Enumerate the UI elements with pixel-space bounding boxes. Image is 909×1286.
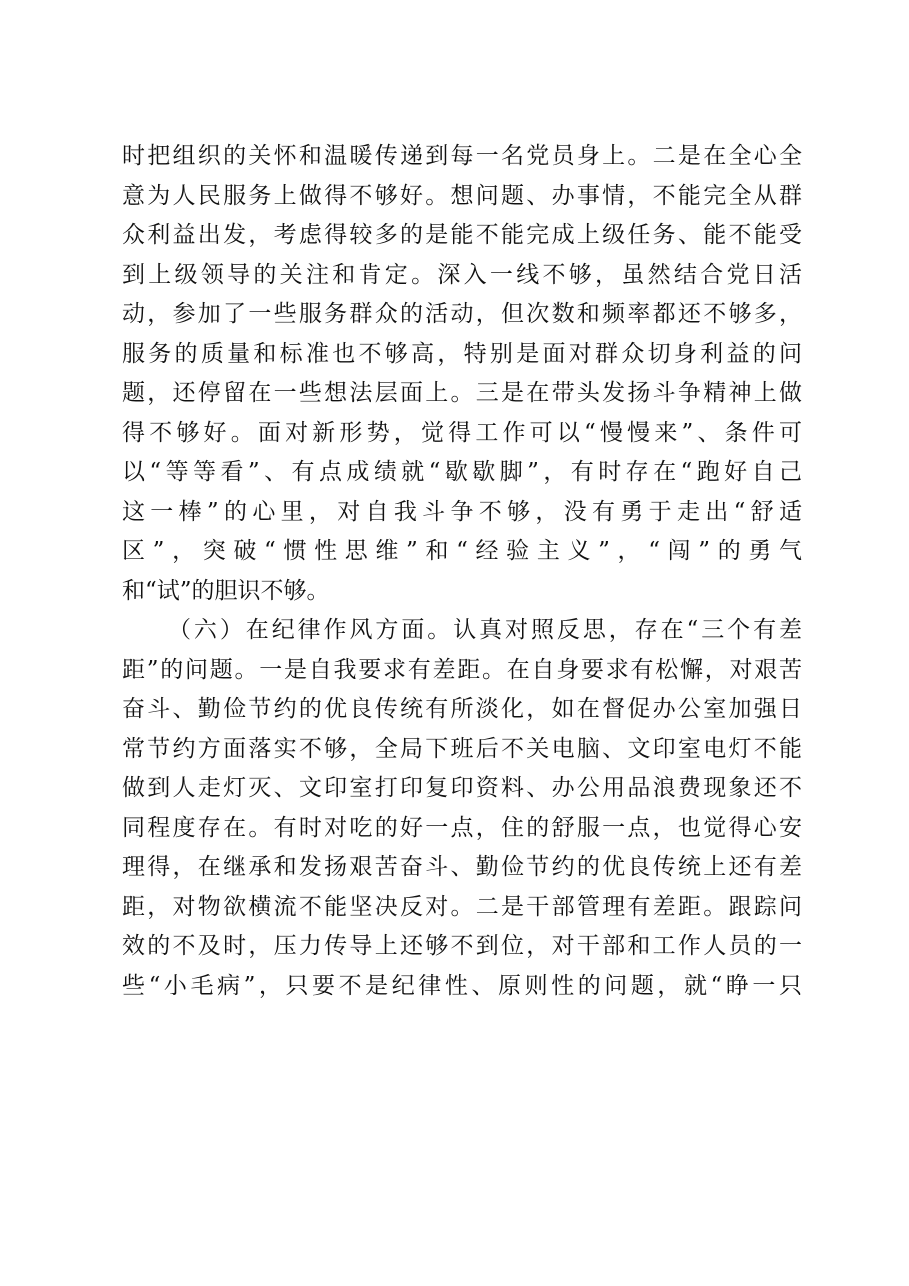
text-line: 意为人民服务上做得不够好。想问题、办事情，不能完全从群 — [122, 182, 802, 209]
text-line: 时把组织的关怀和温暖传递到每一名党员身上。二是在全心全 — [122, 143, 802, 169]
text-line: 得不够好。面对新形势，觉得工作可以“慢慢来”、条件可 — [122, 419, 802, 446]
text-line: 常节约方面落实不够，全局下班后不关电脑、文印室电灯不能 — [122, 735, 802, 762]
text-line: 奋斗、勤俭节约的优良传统有所淡化，如在督促办公室加强日 — [122, 696, 802, 722]
text-line: 服务的质量和标准也不够高，特别是面对群众切身利益的问 — [122, 340, 802, 367]
text-line: 效的不及时，压力传导上还够不到位，对干部和工作人员的一 — [122, 933, 802, 959]
text-line: 以“等等看”、有点成绩就“歇歇脚”，有时存在“跑好自己 — [122, 459, 802, 485]
text-line: 理得，在继承和发扬艰苦奋斗、勤俭节约的优良传统上还有差 — [122, 854, 802, 880]
text-line: 题，还停留在一些想法层面上。三是在带头发扬斗争精神上做 — [122, 380, 802, 406]
text-line: 同程度存在。有时对吃的好一点，住的舒服一点，也觉得心安 — [122, 814, 802, 841]
text-line: 做到人走灯灭、文印室打印复印资料、办公用品浪费现象还不 — [122, 775, 802, 801]
text-line: 和“试”的胆识不够。 — [122, 577, 330, 604]
text-line: 众利益出发，考虑得较多的是能不能完成上级任务、能不能受 — [122, 222, 802, 248]
document-body — [122, 137, 802, 1006]
text-line: 些“小毛病”，只要不是纪律性、原则性的问题，就“睁一只 — [122, 972, 802, 999]
text-line: 区”，突破“惯性思维”和“经验主义”，“闯”的勇气 — [122, 538, 802, 564]
paragraph-1 — [122, 137, 802, 611]
text-line: （六）在纪律作风方面。认真对照反思，存在“三个有差 — [168, 617, 802, 643]
text-line: 到上级领导的关注和肯定。深入一线不够，虽然结合党日活 — [122, 261, 802, 288]
paragraph-2 — [122, 611, 802, 1006]
text-line: 距”的问题。一是自我要求有差距。在自身要求有松懈，对艰苦 — [122, 656, 802, 683]
text-line: 距，对物欲横流不能坚决反对。二是干部管理有差距。跟踪问 — [122, 893, 802, 920]
text-line: 这一棒”的心里，对自我斗争不够，没有勇于走出“舒适 — [122, 498, 802, 525]
text-line: 动，参加了一些服务群众的活动，但次数和频率都还不够多， — [122, 301, 802, 327]
